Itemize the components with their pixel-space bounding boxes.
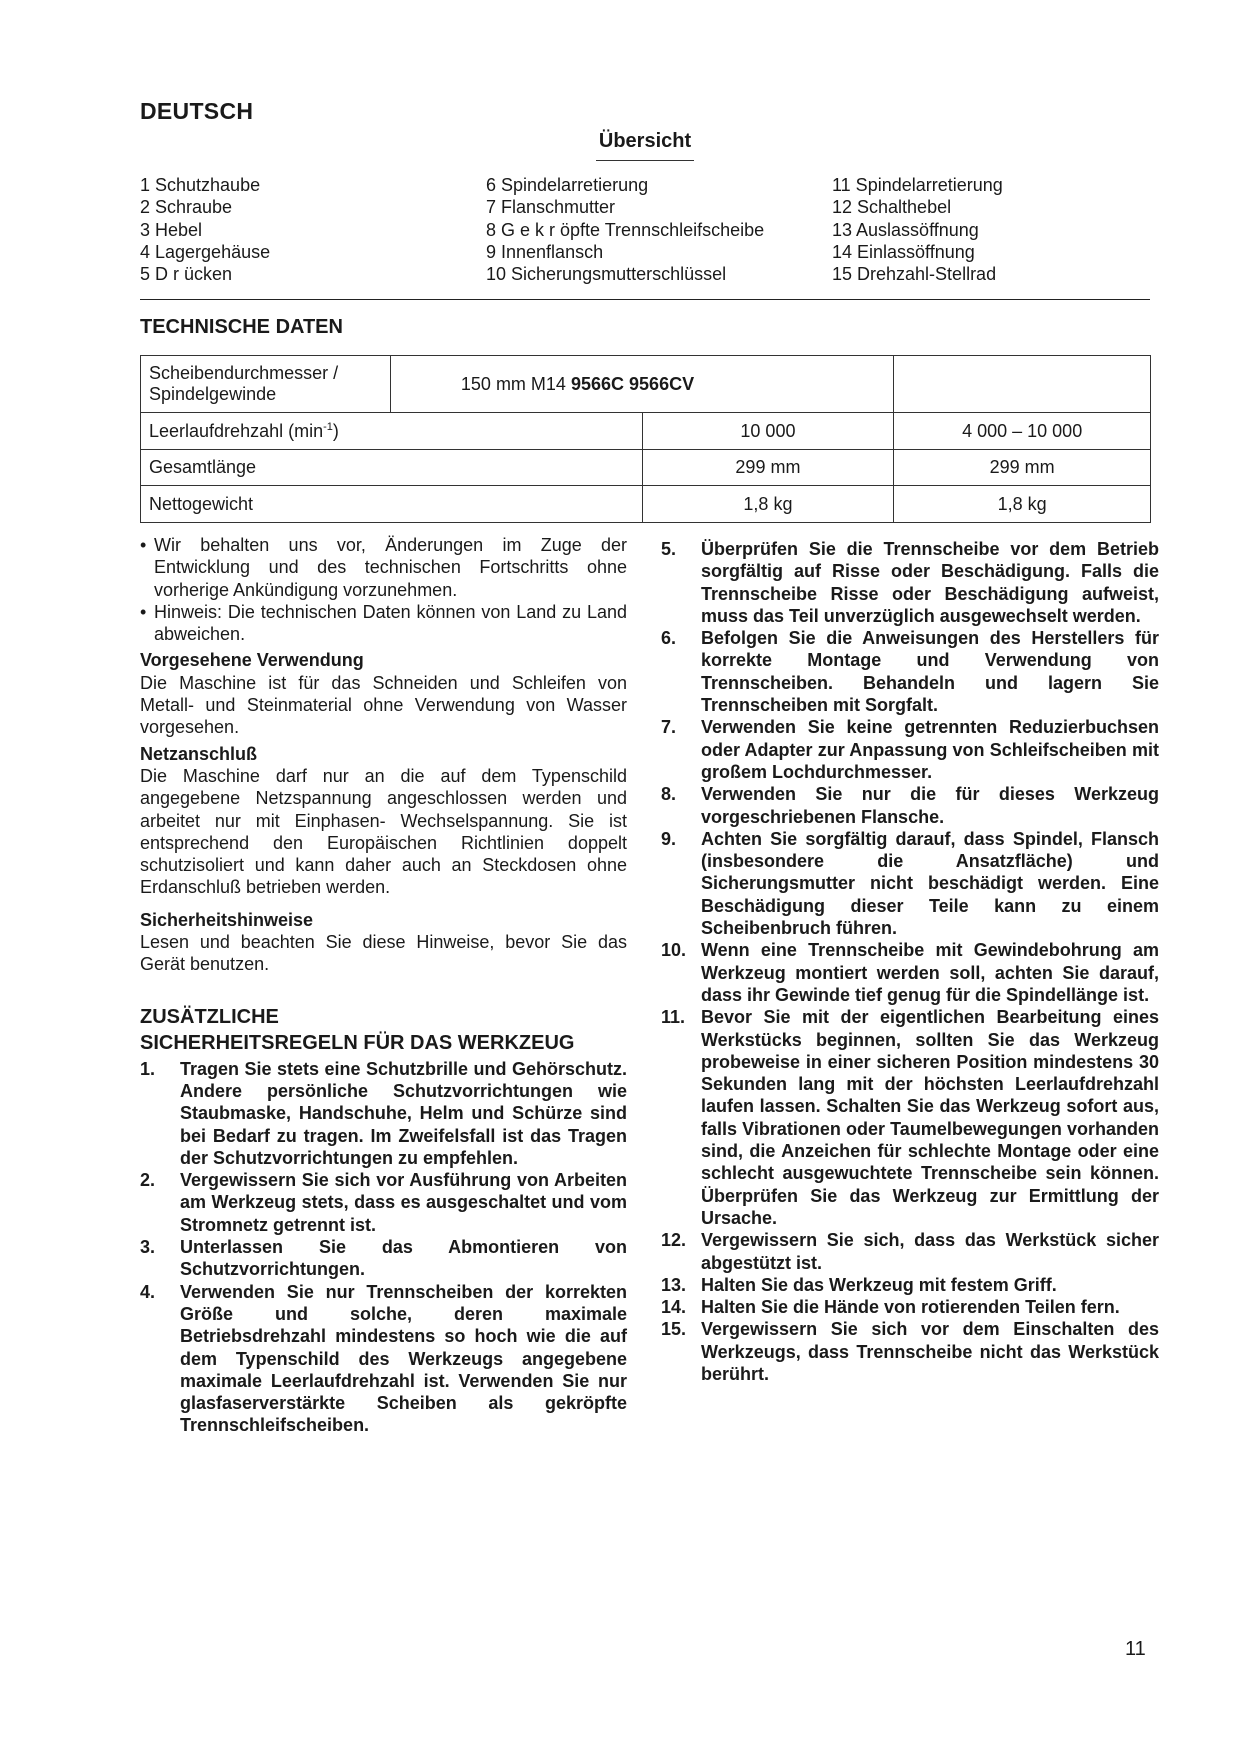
table-cell-value: 299 mm xyxy=(642,450,894,486)
table-cell-value: 299 mm xyxy=(894,450,1151,486)
part-item: 6 Spindelarretierung xyxy=(486,175,649,195)
part-item: 3 Hebel xyxy=(140,219,203,240)
list-item: 9. Achten Sie sorgfältig darauf, dass Spindel, Flansch (insbesondere die Ansatzfläche) und Sicherungsmutter nicht beschädigt werden. Eine Beschädigung dieser Teile kann zu einem Scheibenbruch führen. xyxy=(661,828,1159,939)
list-item: 5. Überprüfen Sie die Trennscheibe vor dem Betrieb sorgfältig auf Risse oder Beschädigung. Falls die Trennscheibe Risse oder Beschädigung aufweist, muss das Teil unverzüglich ausgewechselt werden. xyxy=(661,539,1159,626)
note-item: • Wir behalten uns vor, Änderungen im Zuge der Entwicklung und des technischen Fortschritts ohne vorherige Ankündigung vorzunehmen. xyxy=(140,535,627,600)
part-item: 1 Schutzhaube xyxy=(140,175,261,195)
power-title: Netzanschluß xyxy=(140,743,258,764)
table-cell-value: 10 000 xyxy=(642,413,894,450)
table-cell-label: Scheibendurchmesser / Spindelgewinde xyxy=(141,356,391,413)
list-item: 2. Vergewissern Sie sich vor Ausführung von Arbeiten am Werkzeug stets, dass es ausgeschaltet und vom Stromnetz getrennt ist. xyxy=(140,1170,627,1235)
overview-column-1 xyxy=(140,174,270,285)
list-item: 10. Wenn eine Trennscheibe mit Gewindebohrung am Werkzeug montiert werden soll, achten Sie darauf, dass ihr Gewinde tief genug für die Spindellänge ist. xyxy=(661,940,1159,1005)
overview-title: Übersicht xyxy=(598,130,692,152)
table-cell-value: 1,8 kg xyxy=(642,486,894,523)
section-language-title: DEUTSCH xyxy=(140,98,254,124)
model-name: 9566C xyxy=(570,373,625,394)
list-item: 11. Bevor Sie mit der eigentlichen Bearbeitung eines Werkstücks beginnen, sollten Sie das Werkzeug probeweise in einer sicheren Position mindestens 30 Sekunden lang mit der höchsten Leerlaufdrehzahl laufen lassen. Schalten Sie das Werkzeug sofort aus, falls Vibrationen oder Taumelbewegungen vorhanden sind, die Anzeichen für schlechte Montage oder eine schlecht ausgewuchtete Trennscheibe sein können. Überprüfen Sie das Werkzeug zur Ermittlung der Ursache. xyxy=(661,1007,1159,1228)
model-name: 9566CV xyxy=(629,373,695,394)
left-column xyxy=(140,534,627,1437)
safety-text: Lesen und beachten Sie diese Hinweise, bevor Sie das Gerät benutzen. xyxy=(140,932,627,975)
part-item: 7 Flanschmutter xyxy=(486,197,616,218)
safety-title: Sicherheitshinweise xyxy=(140,909,314,930)
list-item: 14. Halten Sie die Hände von rotierenden Teilen fern. xyxy=(661,1297,1120,1318)
list-item: 15. Vergewissern Sie sich vor dem Einschalten des Werkzeugs, dass Trennscheibe nicht das Werkstück berührt. xyxy=(661,1319,1159,1384)
list-item: 3. Unterlassen Sie das Abmontieren von Schutzvorrichtungen. xyxy=(140,1237,627,1280)
table-row xyxy=(141,413,1151,450)
table-row xyxy=(141,356,1151,413)
list-item: 4. Verwenden Sie nur Trennscheiben der korrekten Größe und solche, deren maximale Betriebsdrehzahl mindestens so hoch wie die auf dem Typenschild des Werkzeugs angegebene maximale Leerlaufdrehzahl ist. Verwenden Sie nur glasfaserverstärkte Scheiben als gekröpfte Trennschleifscheiben. xyxy=(140,1281,627,1436)
section-divider xyxy=(140,299,1150,300)
part-item: 13 Auslassöffnung xyxy=(832,219,979,240)
overview-title-underline xyxy=(596,160,694,161)
part-item: 4 Lagergehäuse xyxy=(140,241,271,262)
intended-use-title: Vorgesehene Verwendung xyxy=(140,650,364,671)
list-item: 8. Verwenden Sie nur die für dieses Werkzeug vorgeschriebenen Flansche. xyxy=(661,784,1159,827)
technical-data-table xyxy=(140,355,1151,523)
table-cell-label: Leerlaufdrehzahl $(\min^{-1})$ xyxy=(141,413,643,450)
part-item: 15 Drehzahl-Stellrad xyxy=(832,264,997,285)
part-item: 9 Innenflansch xyxy=(486,241,604,262)
table-cell-empty xyxy=(894,356,1151,413)
note-item: • Hinweis: Die technischen Daten können von Land zu Land abweichen. xyxy=(140,601,627,645)
list-item: 7. Verwenden Sie keine getrennten Reduzierbuchsen oder Adapter zur Anpassung von Schleifscheiben mit großem Lochdurchmesser. xyxy=(661,717,1159,782)
table-cell-value: 4 000 – 10 000 xyxy=(894,413,1151,450)
page-number: 11 xyxy=(1125,1638,1146,1660)
part-item: 11 Spindelarretierung xyxy=(832,175,1003,195)
power-text: Die Maschine darf nur an die auf dem Typenschild angegebene Netzspannung angeschlossen werden und arbeitet nur mit Einphasen- Wechselspannung. Sie ist entsprechend den Europäischen Richtlinien doppelt schutzisoliert und kann daher auch an Steckdosen ohne Erdanschluß betrieben werden. xyxy=(140,765,627,898)
right-column xyxy=(661,538,1159,1385)
rules-heading: ZUSÄTZLICHE SICHERHEITSREGELN FÜR DAS WERKZEUG xyxy=(140,1005,575,1054)
list-item: 12. Vergewissern Sie sich, dass das Werkstück sicher abgestützt ist. xyxy=(661,1230,1159,1273)
list-item: 13. Halten Sie das Werkzeug mit festem Griff. xyxy=(661,1274,1057,1295)
table-cell-models: 150 mm M14 9566C 9566CV xyxy=(390,356,893,413)
table-row xyxy=(141,450,1151,486)
table-cell-label: Nettogewicht xyxy=(141,486,643,523)
table-row xyxy=(141,486,1151,523)
part-item: 14 Einlassöffnung xyxy=(832,241,975,262)
overview-column-3 xyxy=(832,174,1003,285)
part-item: 10 Sicherungsmutterschlüssel xyxy=(486,264,727,285)
part-item: 8 G e k r öpfte Trennschleifscheibe xyxy=(486,219,765,240)
table-cell-label: Gesamtlänge xyxy=(141,450,643,486)
part-item: 12 Schalthebel xyxy=(832,197,952,218)
part-item: 2 Schraube xyxy=(140,197,233,218)
list-item: 1. Tragen Sie stets eine Schutzbrille und Gehörschutz. Andere persönliche Schutzvorrichtungen wie Staubmaske, Handschuhe, Helm und Schürze sind bei Bedarf zu tragen. Im Zweifelsfall ist das Tragen der Schutzvorrichtungen zu empfehlen. xyxy=(140,1058,627,1168)
table-cell-value: 1,8 kg xyxy=(894,486,1151,523)
part-item: 5 D r ücken xyxy=(140,264,233,285)
technical-data-heading: TECHNISCHE DATEN xyxy=(140,316,343,338)
overview-column-2 xyxy=(486,174,764,285)
intended-use-text: Die Maschine ist für das Schneiden und Schleifen von Metall- und Steinmaterial ohne Verwendung von Wasser vorgesehen. xyxy=(140,672,627,738)
list-item: 6. Befolgen Sie die Anweisungen des Herstellers für korrekte Montage und Verwendung von Trennscheiben. Behandeln und lagern Sie Trennscheiben mit Sorgfalt. xyxy=(661,628,1159,716)
